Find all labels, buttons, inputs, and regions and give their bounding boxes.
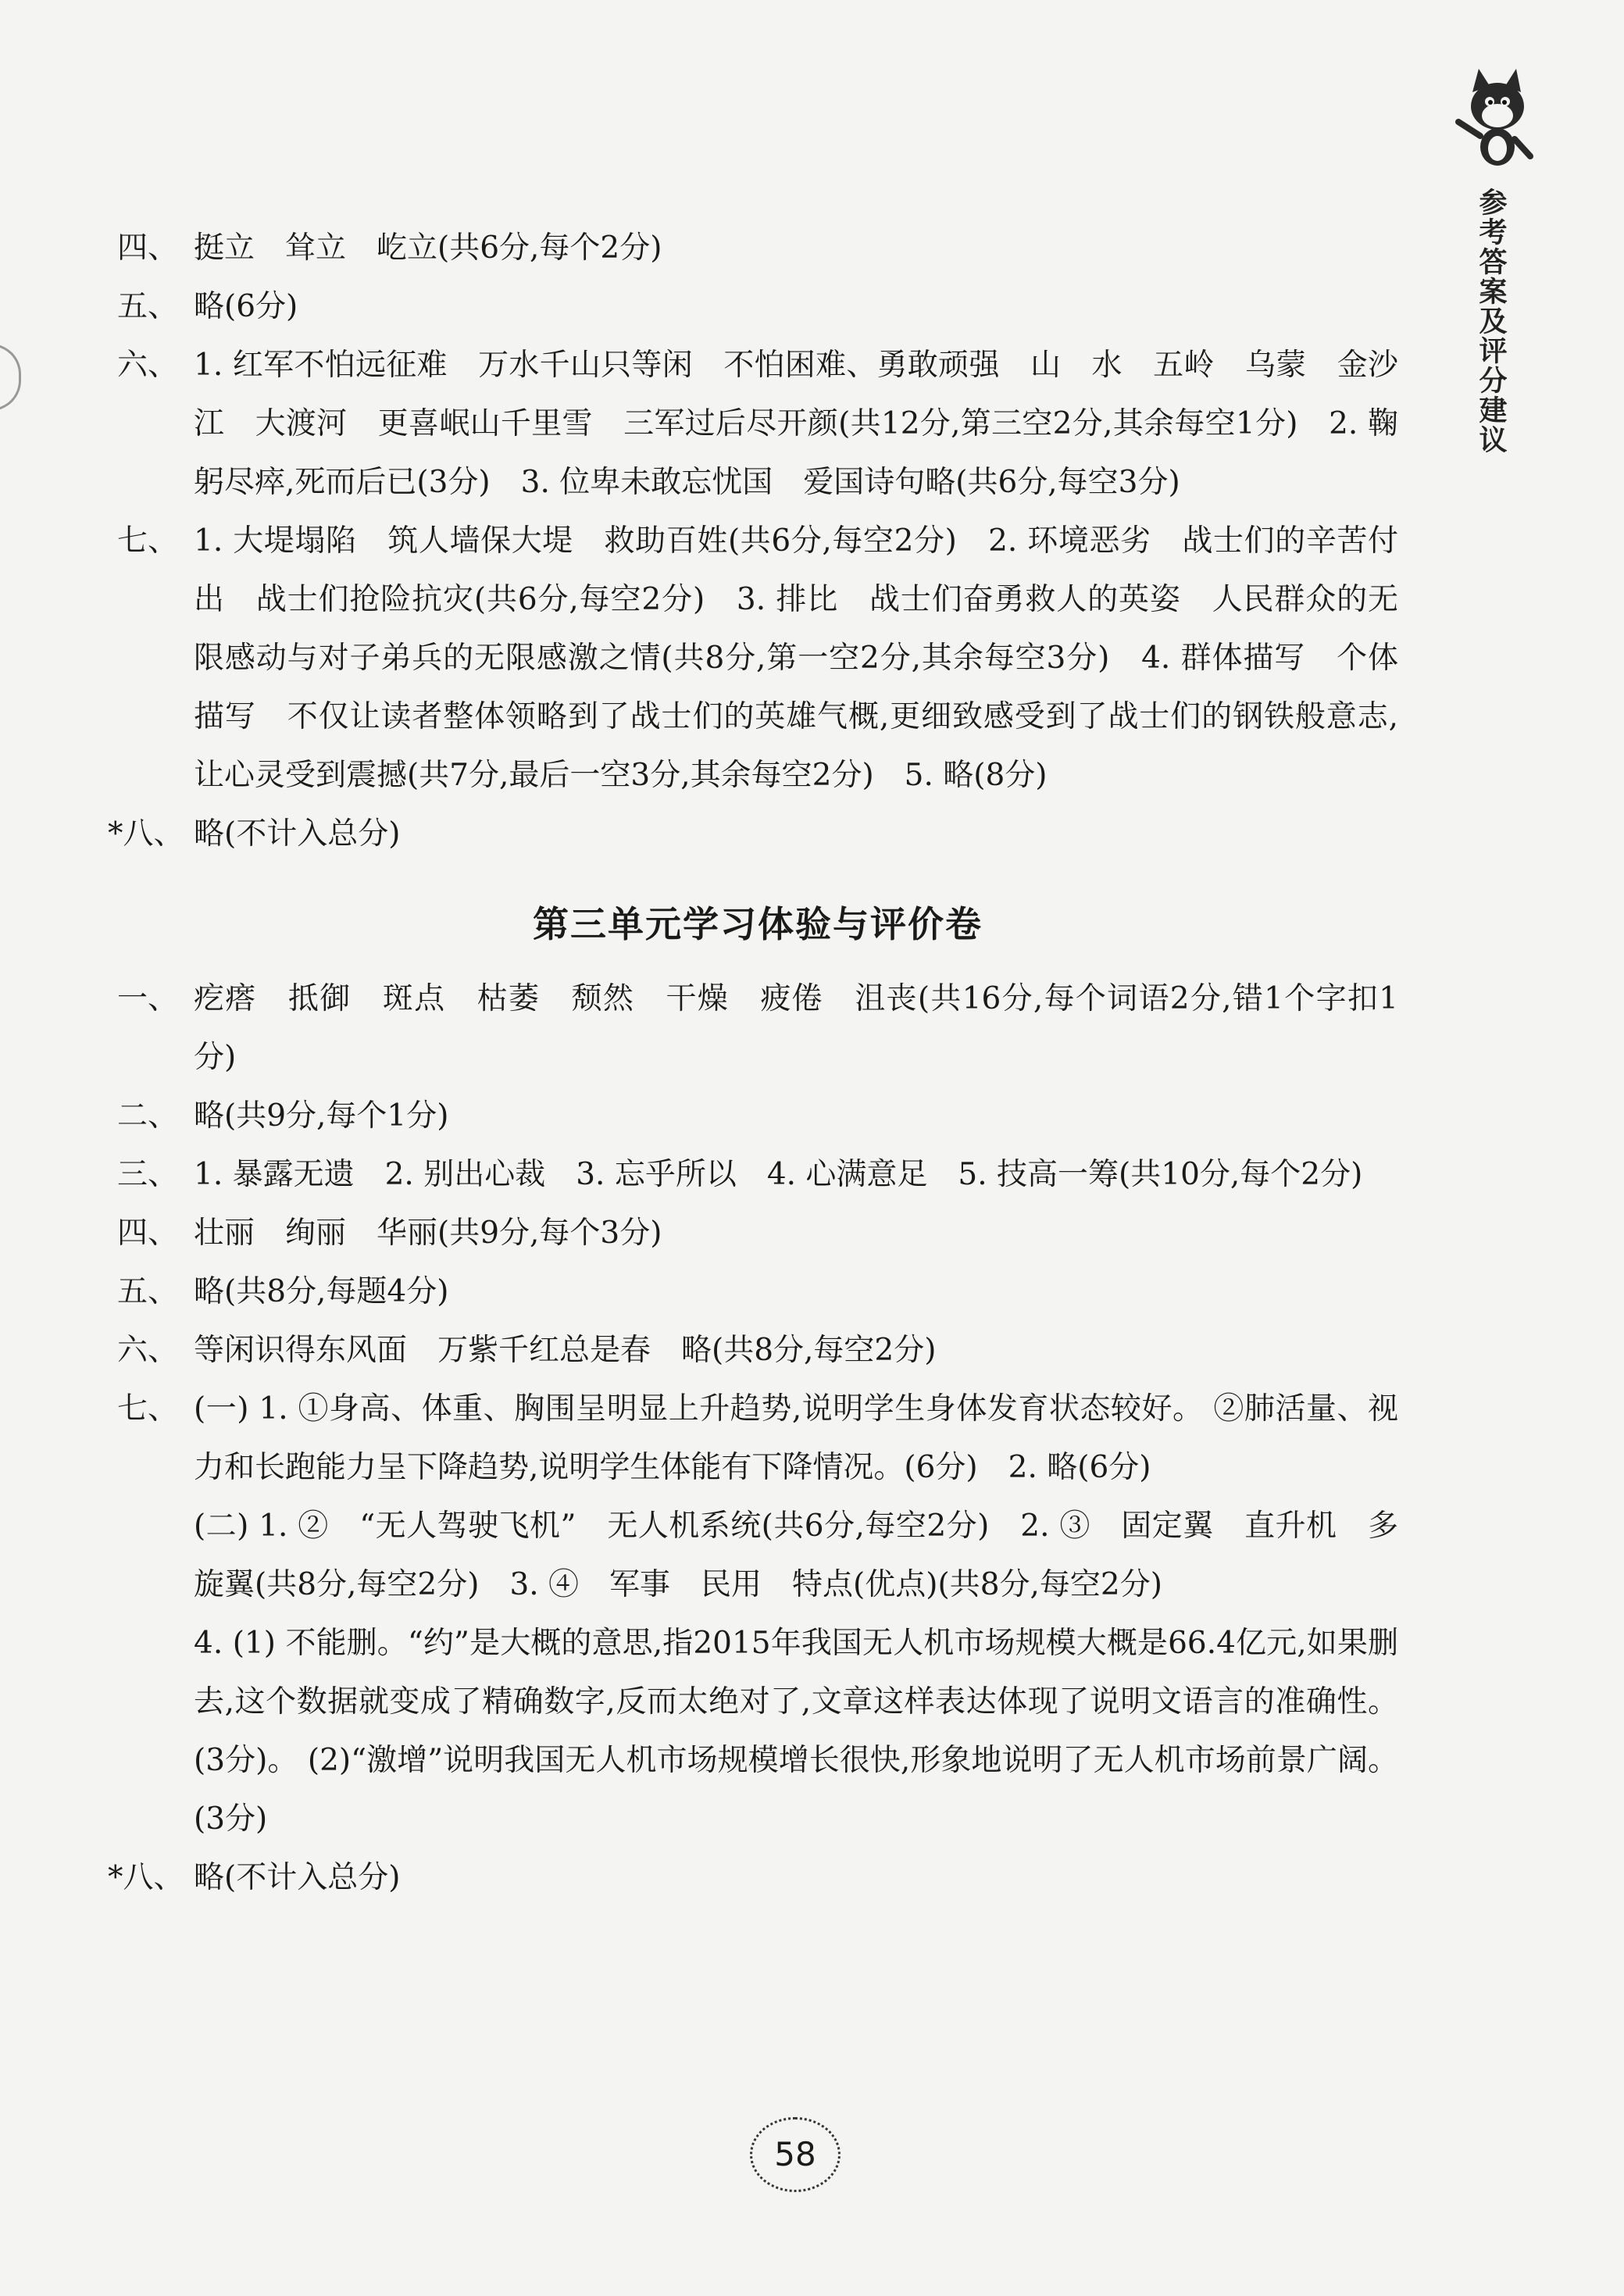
section-unit2-answers xyxy=(108,219,1398,863)
answer-text: (二) 1. ② “无人驾驶飞机” 无人机系统(共6分,每空2分) 2. ③ 固定翼 直升机 多旋翼(共8分,每空2分) 3. ④ 军事 民用 特点(优点)(共8分,每空2分) xyxy=(194,1509,1398,1602)
answer-number: 七、 xyxy=(117,1391,179,1427)
answer-item xyxy=(117,336,1398,512)
answer-item xyxy=(117,1497,1398,1614)
answer-item xyxy=(117,1614,1398,1848)
section-unit3-answers xyxy=(108,969,1398,1907)
answer-text: 4. (1) 不能删。“约”是大概的意思,指2015年我国无人机市场规模大概是66.4亿元,如果删去,这个数据就变成了精确数字,反而太绝对了,文章这样表达体现了说明文语言的准确性。(3分)。 (2)“激增”说明我国无人机市场规模增长很快,形象地说明了无人机市场前景广阔。(3分) xyxy=(194,1626,1398,1837)
answer-text: 1. 暴露无遗 2. 别出心裁 3. 忘乎所以 4. 心满意足 5. 技高一筹(共10分,每个2分) xyxy=(194,1157,1363,1192)
answer-text: 疙瘩 抵御 斑点 枯萎 颓然 干燥 疲倦 沮丧(共16分,每个词语2分,错1个字扣1分) xyxy=(194,981,1398,1075)
answer-number: 六、 xyxy=(117,348,179,383)
answer-item xyxy=(117,1145,1398,1204)
answer-text: 1. 红军不怕远征难 万水千山只等闲 不怕困难、勇敢顽强 山 水 五岭 乌蒙 金沙江 大渡河 更喜岷山千里雪 三军过后尽开颜(共12分,第三空2分,其余每空1分) 2. 鞠躬尽瘁,死而后已(3分) 3. 位卑未敢忘忧国 爱国诗句略(共6分,每空3分) xyxy=(194,348,1398,500)
answer-number: 五、 xyxy=(117,1274,179,1309)
answer-text: 略(不计入总分) xyxy=(194,1860,401,1895)
answer-text: 略(不计入总分) xyxy=(194,816,401,852)
page-edge-mark xyxy=(0,344,21,411)
answer-item xyxy=(108,805,1398,863)
answer-item xyxy=(117,969,1398,1087)
answer-text: 略(共9分,每个1分) xyxy=(194,1098,449,1134)
answer-text: (一) 1. ①身高、体重、胸围呈明显上升趋势,说明学生身体发育状态较好。 ②肺活量、视力和长跑能力呈下降趋势,说明学生体能有下降情况。(6分) 2. 略(6分) xyxy=(194,1391,1398,1485)
answer-text: 挺立 耸立 屹立(共6分,每个2分) xyxy=(194,230,662,266)
answer-item xyxy=(117,1321,1398,1380)
answer-item xyxy=(117,219,1398,277)
answer-number: 二、 xyxy=(117,1098,179,1134)
answer-item xyxy=(117,1087,1398,1145)
answer-text: 略(共8分,每题4分) xyxy=(194,1274,449,1309)
answer-item xyxy=(117,277,1398,336)
answer-text: 等闲识得东风面 万紫千红总是春 略(共8分,每空2分) xyxy=(194,1333,937,1368)
answer-number: 三、 xyxy=(117,1157,179,1192)
answer-number: 四、 xyxy=(117,230,179,266)
cat-mascot-icon xyxy=(1449,61,1543,170)
answer-number: *八、 xyxy=(108,816,184,852)
answer-item xyxy=(117,1380,1398,1497)
answer-number: *八、 xyxy=(108,1860,184,1895)
answer-item xyxy=(117,512,1398,805)
answer-text: 壮丽 绚丽 华丽(共9分,每个3分) xyxy=(194,1216,662,1251)
answer-item xyxy=(117,1262,1398,1321)
answer-text: 略(6分) xyxy=(194,289,298,324)
answer-number: 七、 xyxy=(117,523,179,559)
page-number: 58 xyxy=(750,2117,841,2192)
section-title: 第三单元学习体验与评价卷 xyxy=(533,903,983,945)
answer-item xyxy=(108,1848,1398,1907)
answer-number: 一、 xyxy=(117,981,179,1016)
answer-text: 1. 大堤塌陷 筑人墙保大堤 救助百姓(共6分,每空2分) 2. 环境恶劣 战士们的辛苦付出 战士们抢险抗灾(共6分,每空2分) 3. 排比 战士们奋勇救人的英姿 人民群众的无限感动与对子弟兵的无限感激之情(共8分,第一空2分,其余每空3分) 4. 群体描写 个体描写 不仅让读者整体领略到了战士们的英雄气概,更细致感受到了战士们的钢铁般意志,让心灵受到震撼(共7分,最后一空3分,其余每空2分) 5. 略(8分) xyxy=(194,523,1398,793)
answer-number: 四、 xyxy=(117,1216,179,1251)
answer-content xyxy=(108,219,1398,1907)
side-tab-label: 参考答案及评分建议 xyxy=(1475,187,1507,455)
answer-item xyxy=(117,1204,1398,1262)
answer-number: 五、 xyxy=(117,289,179,324)
answer-number: 六、 xyxy=(117,1333,179,1368)
